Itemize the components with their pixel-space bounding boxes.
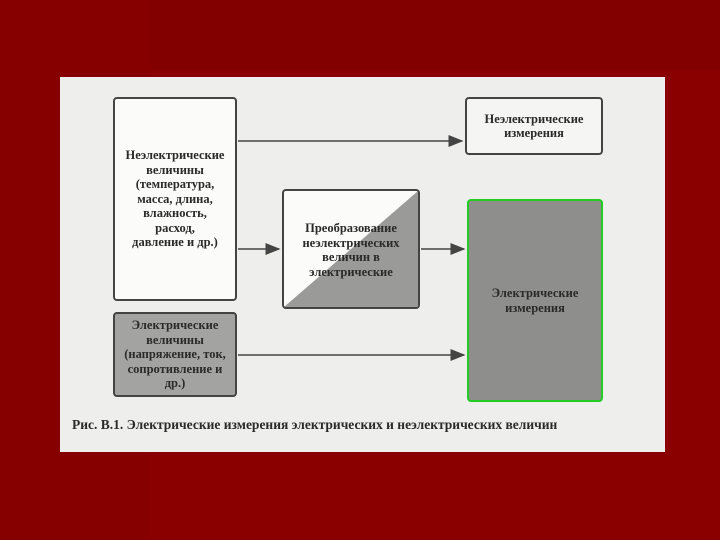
- nonelectric-quantities-box: Неэлектрические величины (температура, масса, длина, влажность, расход, давление и др.): [113, 97, 237, 301]
- electric-measurements-box: Электрические измерения: [467, 199, 603, 402]
- electric-quantities-box: Электрические величины (напряжение, ток, сопротивление и др.): [113, 312, 237, 397]
- slide-background-top: [150, 0, 720, 70]
- nonelectric-measurements-box: Неэлектрические измерения: [465, 97, 603, 155]
- figure-caption: Рис. В.1. Электрические измерения электрических и неэлектрических величин: [72, 417, 558, 432]
- conversion-box: [282, 189, 420, 309]
- figure: [60, 77, 665, 452]
- conversion-label: Преобразование неэлектрических величин в электрические: [302, 221, 400, 279]
